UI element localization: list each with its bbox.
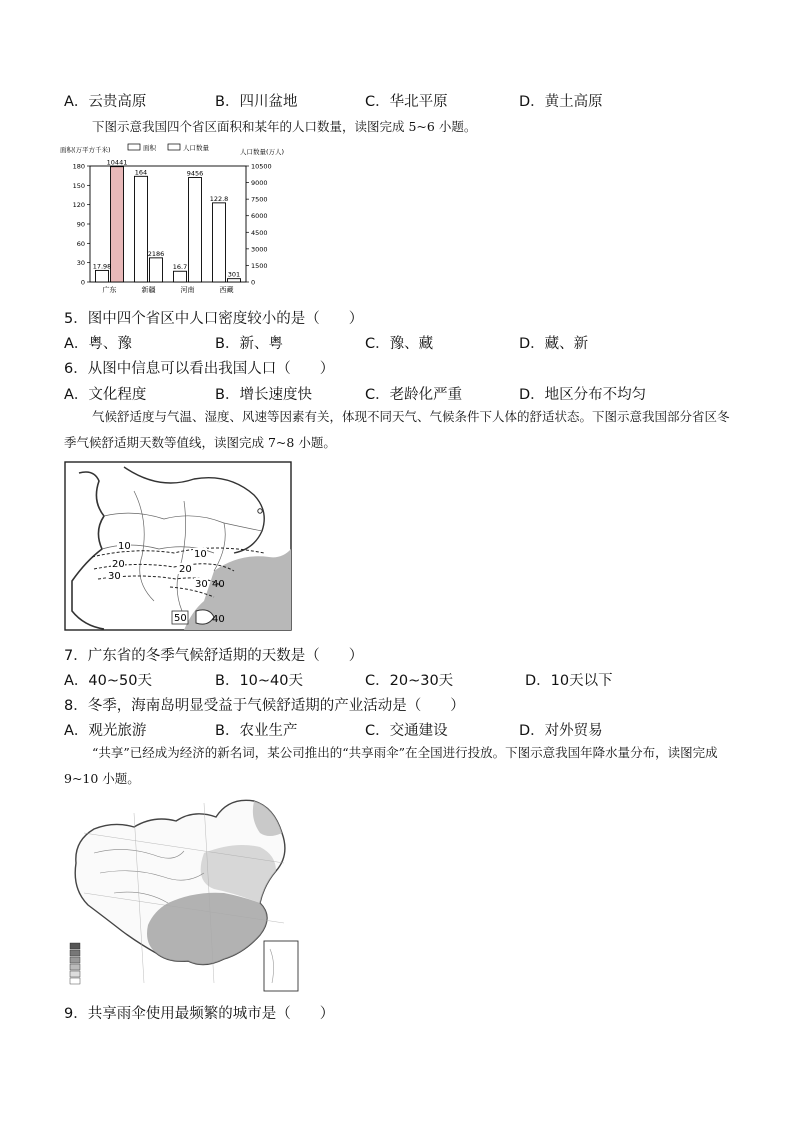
- q6-option-a: A．文化程度: [64, 387, 147, 403]
- isoline-label-40-hainan: 40: [212, 614, 225, 625]
- bar-area-河南: [174, 271, 187, 282]
- left-tick-label: 180: [72, 162, 85, 171]
- q4-option-a: A．云贵高原: [64, 94, 147, 110]
- legend-population-swatch: [168, 144, 180, 150]
- chart-svg: [58, 140, 298, 300]
- left-tick-label: 90: [76, 220, 85, 229]
- q5-option-d: D．藏、新: [519, 336, 589, 352]
- intro-9-10: “共享”已经成为经济的新名词，某公司推出的“共享雨伞”在全国进行投放。下图示意我国年降水量分布，读图完成 9~10 小题。: [64, 745, 718, 786]
- legend-population: 人口数量: [183, 144, 209, 152]
- q8-option-a: A．观光旅游: [64, 723, 147, 739]
- bar-population-河南: [189, 178, 202, 282]
- legend-area-swatch: [128, 144, 140, 150]
- q7-stem: 7．广东省的冬季气候舒适期的天数是（ ）: [64, 648, 364, 664]
- bar-area-广东: [96, 270, 109, 282]
- bar-area-新疆: [135, 176, 148, 282]
- right-tick-label: 1500: [251, 261, 268, 270]
- q6-option-c: C．老龄化严重: [365, 387, 463, 403]
- left-tick-label: 120: [72, 201, 85, 210]
- intro-5-6: 下图示意我国四个省区面积和某年的人口数量，读图完成 5~6 小题。: [92, 119, 477, 134]
- q8-option-b: B．农业生产: [215, 723, 298, 739]
- right-tick-label: 9000: [251, 179, 268, 188]
- label-population-西藏: 301: [227, 270, 241, 279]
- ylabel-right: 人口数量(万人): [240, 148, 285, 156]
- q7-option-b: B．10~40天: [215, 673, 303, 689]
- category-label-新疆: 新疆: [141, 286, 156, 294]
- isoline-label-10-east: 10: [194, 549, 207, 560]
- label-area-广东: 17.98: [92, 262, 112, 271]
- q5-option-b: B．新、粤: [215, 336, 283, 352]
- precipitation-map: [64, 793, 304, 999]
- precipitation-legend: [70, 943, 80, 984]
- right-tick-label: 0: [251, 278, 256, 287]
- bar-area-西藏: [213, 203, 226, 282]
- label-population-广东: 10441: [106, 158, 128, 167]
- label-area-河南: 16.7: [172, 263, 188, 272]
- left-tick-label: 60: [76, 239, 85, 248]
- bar-population-广东: [111, 167, 124, 282]
- category-label-西藏: 西藏: [219, 286, 234, 294]
- q5-stem: 5．图中四个省区中人口密度较小的是（ ）: [64, 311, 364, 327]
- label-area-新疆: 164: [134, 168, 148, 177]
- label-population-河南: 9456: [186, 169, 204, 178]
- right-tick-label: 10500: [251, 162, 272, 171]
- ylabel-left: 面积(万平方千米): [60, 146, 111, 154]
- label-area-西藏: 122.8: [209, 194, 229, 203]
- q6-option-d: D．地区分布不均匀: [519, 387, 647, 403]
- right-tick-label: 4500: [251, 228, 268, 237]
- comfort-days-map: [64, 461, 292, 635]
- category-label-广东: 广东: [102, 286, 117, 294]
- q4-option-c: C．华北平原: [365, 94, 448, 110]
- isoline-label-30-west: 30: [108, 571, 121, 582]
- isoline-label-40-east: 40: [212, 579, 225, 590]
- q5-option-c: C．豫、藏: [365, 336, 434, 352]
- label-population-新疆: 2186: [147, 249, 165, 258]
- left-tick-label: 150: [72, 181, 85, 190]
- isoline-label-10-west: 10: [118, 541, 131, 552]
- comfort-map-svg: [64, 461, 292, 631]
- precip-map-svg: [64, 793, 304, 995]
- q6-stem: 6．从图中信息可以看出我国人口（ ）: [64, 361, 335, 377]
- right-tick-label: 7500: [251, 195, 268, 204]
- left-tick-label: 30: [76, 259, 85, 268]
- q7-option-c: C．20~30天: [365, 673, 454, 689]
- isoline-label-20-west: 20: [112, 559, 125, 570]
- q5-option-a: A．粤、豫: [64, 336, 132, 352]
- legend-area: 面积: [143, 144, 156, 152]
- isoline-label-30-east: 30: [195, 579, 208, 590]
- category-label-河南: 河南: [180, 286, 195, 294]
- q8-stem: 8．冬季，海南岛明显受益于气候舒适期的产业活动是（ ）: [64, 698, 465, 714]
- bar-population-西藏: [228, 279, 241, 282]
- q4-option-b: B．四川盆地: [215, 94, 298, 110]
- left-tick-label: 0: [80, 278, 85, 287]
- q7-option-a: A．40~50天: [64, 673, 152, 689]
- bar-population-新疆: [150, 258, 163, 282]
- isoline-label-50: 50: [174, 613, 187, 624]
- q7-option-d: D．10天以下: [525, 673, 613, 689]
- q8-option-d: D．对外贸易: [519, 723, 603, 739]
- area-population-chart: [58, 140, 298, 304]
- q6-option-b: B．增长速度快: [215, 387, 312, 403]
- q9-stem: 9．共享雨伞使用最频繁的城市是（ ）: [64, 1006, 335, 1022]
- right-tick-label: 6000: [251, 212, 268, 221]
- right-tick-label: 3000: [251, 245, 268, 254]
- q8-option-c: C．交通建设: [365, 723, 448, 739]
- isoline-label-20-east: 20: [179, 564, 192, 575]
- q4-option-d: D．黄土高原: [519, 94, 603, 110]
- intro-7-8: 气候舒适度与气温、湿度、风速等因素有关，体现不同天气、气候条件下人体的舒适状态。下图示意我国部分省区冬季气候舒适期天数等值线，读图完成 7~8 小题。: [64, 409, 730, 450]
